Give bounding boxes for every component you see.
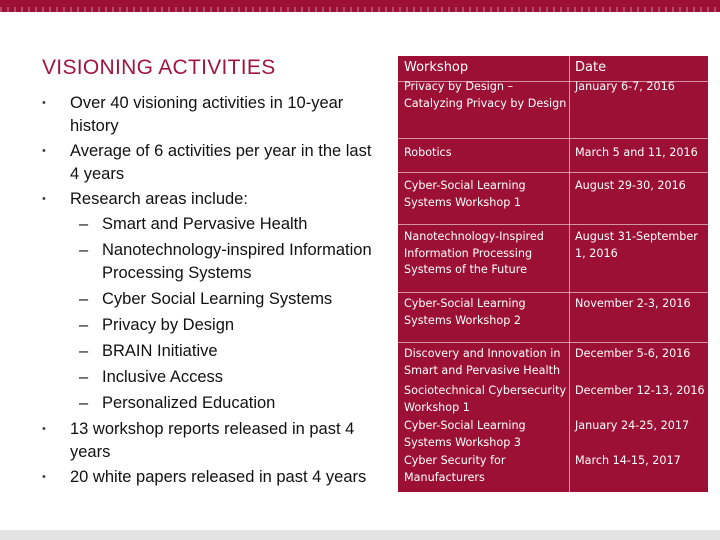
row-divider <box>398 224 708 225</box>
table-cell-date: August 31-September 1, 2016 <box>575 230 698 260</box>
bullet-text: 13 workshop reports released in past 4 years <box>70 420 355 461</box>
bullet-dot-icon: • <box>42 471 46 483</box>
bottom-decorative-band <box>0 530 720 540</box>
row-divider <box>398 292 708 293</box>
sub-bullet-item: – Personalized Education <box>79 394 276 412</box>
bullet-text: Over 40 visioning activities in 10-year history <box>70 94 344 135</box>
bullet-dot-icon: • <box>42 193 46 205</box>
table-cell-date: January 6-7, 2016 <box>575 80 675 93</box>
sub-bullet-text: BRAIN Initiative <box>102 342 218 360</box>
sub-bullet-item: – BRAIN Initiative <box>79 342 218 360</box>
sub-bullet-item: – Privacy by Design <box>79 316 235 334</box>
table-cell-date: November 2-3, 2016 <box>575 297 691 310</box>
workshop-table <box>398 56 708 492</box>
header-workshop: Workshop <box>404 60 469 75</box>
header-date: Date <box>575 60 607 75</box>
row-divider <box>398 138 708 139</box>
sub-bullet-text: Cyber Social Learning Systems <box>102 290 333 308</box>
bullet-text: 20 white papers released in past 4 years <box>70 468 367 486</box>
bullet-text: Average of 6 activities per year in the last 4 years <box>70 142 372 183</box>
sub-bullet-text: Privacy by Design <box>102 316 235 334</box>
slide-title: VISIONING ACTIVITIES <box>42 56 276 79</box>
table-cell-workshop: Robotics <box>404 146 452 159</box>
table-cell-workshop: Nanotechnology-Inspired Information Processing Systems of the Future <box>404 230 544 276</box>
sub-bullet-text: Smart and Pervasive Health <box>102 215 308 233</box>
table-cell-date: March 14-15, 2017 <box>575 454 681 467</box>
bullet-item <box>42 92 382 138</box>
sub-bullet-item: – Smart and Pervasive Health <box>79 215 308 233</box>
sub-bullet-item: – Nanotechnology-inspired Information Processing Systems <box>79 241 372 282</box>
sub-bullet-text: Nanotechnology-inspired Information Processing Systems <box>102 241 372 282</box>
table-cell-date: December 5-6, 2016 <box>575 347 691 360</box>
sub-bullet-text: Personalized Education <box>102 394 276 412</box>
table-cell-workshop: Sociotechnical Cybersecurity Workshop 1 <box>404 384 567 414</box>
row-divider <box>398 172 708 173</box>
table-cell-date: December 12-13, 2016 <box>575 384 705 397</box>
table-cell-workshop: Cyber-Social Learning Systems Workshop 3 <box>404 419 526 449</box>
table-cell-date: August 29-30, 2016 <box>575 179 686 192</box>
table-cell-workshop: Cyber-Social Learning Systems Workshop 1 <box>404 179 526 209</box>
sub-bullet-item: – Inclusive Access <box>79 368 224 386</box>
bullet-text: Research areas include: <box>70 190 248 208</box>
sub-bullet-text: Inclusive Access <box>102 368 224 386</box>
table-cell-date: January 24-25, 2017 <box>575 419 690 432</box>
bullet-item <box>42 140 382 186</box>
table-cell-workshop: Cyber Security for Manufacturers <box>404 454 506 484</box>
bullet-list <box>42 92 382 491</box>
bullet-item <box>42 188 382 211</box>
row-divider <box>398 342 708 343</box>
bullet-item <box>42 418 382 464</box>
top-decorative-band <box>0 0 720 12</box>
bullet-item <box>42 466 382 489</box>
bullet-dot-icon: • <box>42 97 46 109</box>
table-cell-workshop: Cyber-Social Learning Systems Workshop 2 <box>404 297 526 327</box>
table-cell-date: March 5 and 11, 2016 <box>575 146 698 159</box>
table-cell-workshop: Discovery and Innovation in Smart and Pervasive Health <box>404 347 561 377</box>
table-cell-workshop: Privacy by Design – Catalyzing Privacy by Design <box>404 80 567 110</box>
sub-bullet-item: – Cyber Social Learning Systems <box>79 290 333 308</box>
bullet-dot-icon: • <box>42 145 46 157</box>
bullet-dot-icon: • <box>42 423 46 435</box>
